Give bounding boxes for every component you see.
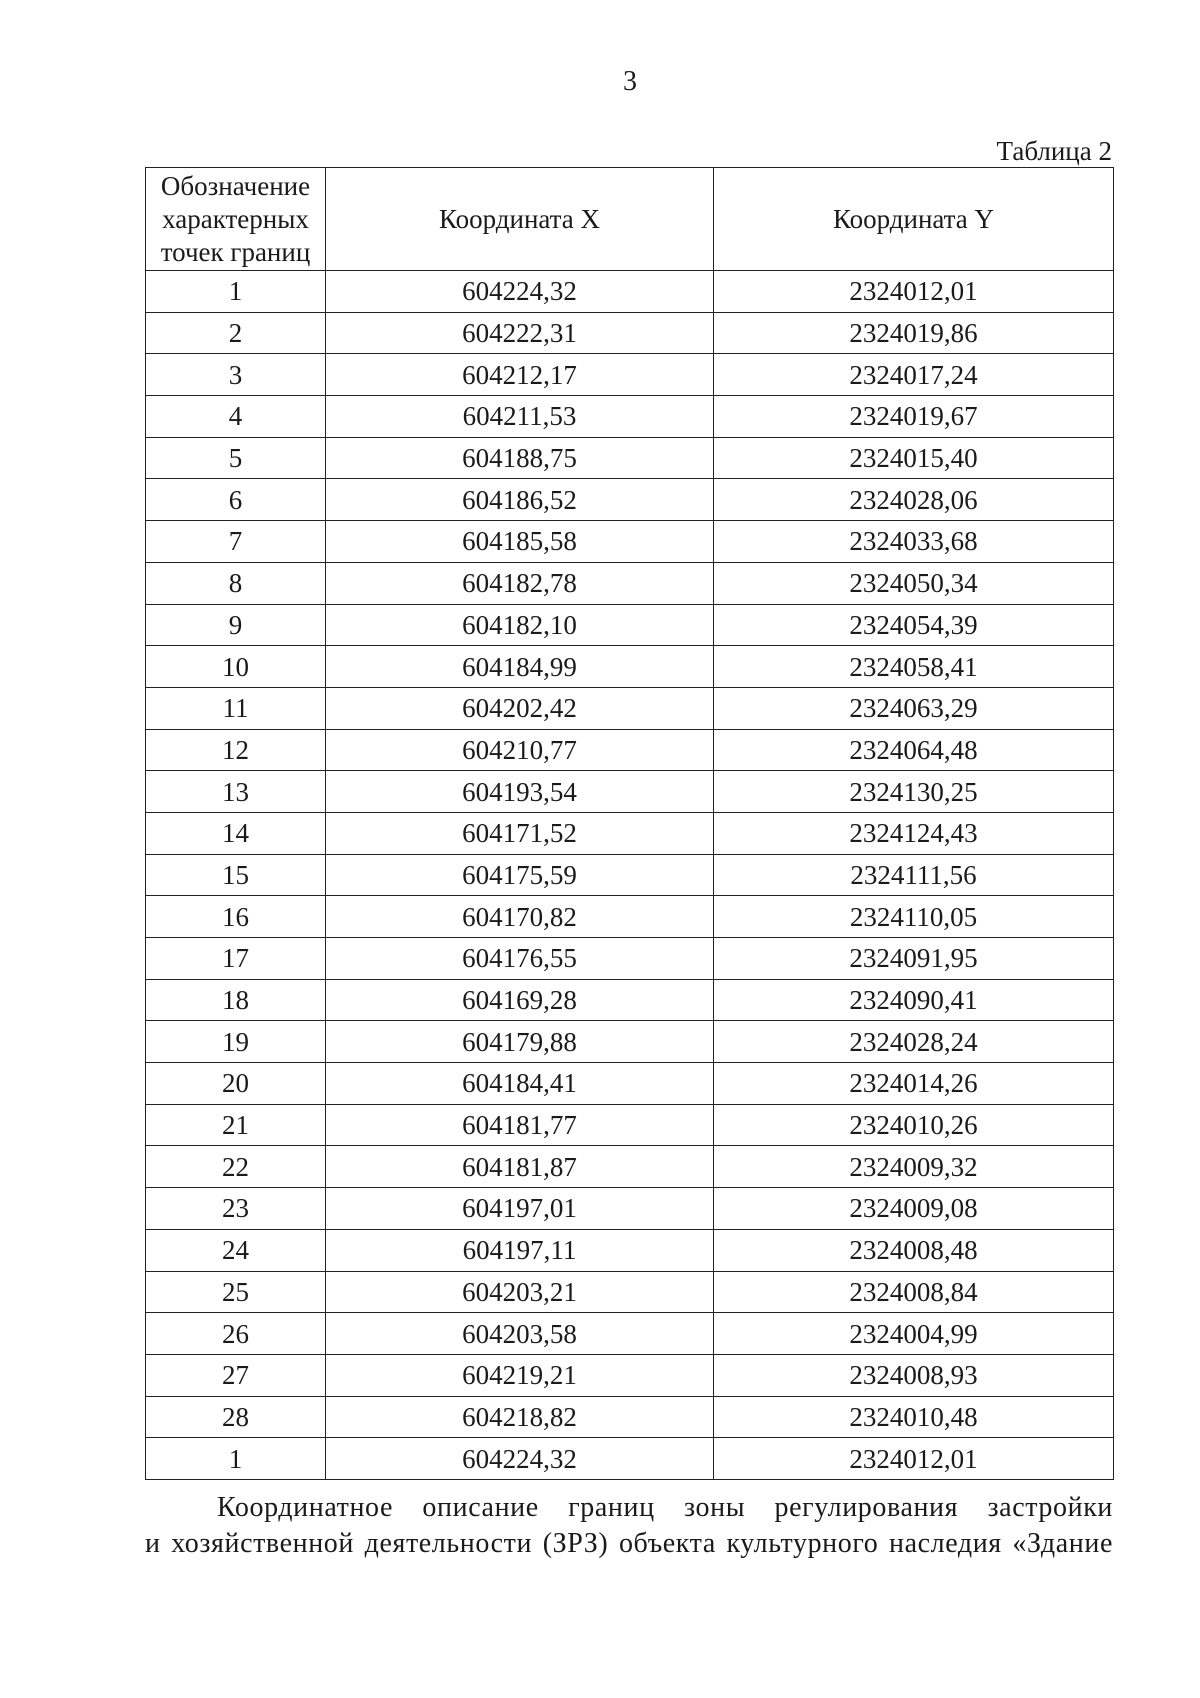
- cell-point-number: 3: [146, 354, 326, 396]
- cell-point-number: 5: [146, 437, 326, 479]
- cell-coordinate-y: 2324009,32: [714, 1146, 1114, 1188]
- cell-coordinate-y: 2324008,93: [714, 1354, 1114, 1396]
- header-coordinate-x: Координата X: [326, 168, 714, 271]
- cell-coordinate-x: 604185,58: [326, 521, 714, 563]
- table-row: [146, 562, 1114, 604]
- cell-point-number: 19: [146, 1021, 326, 1063]
- cell-coordinate-x: 604169,28: [326, 979, 714, 1021]
- table-row: [146, 1438, 1114, 1480]
- cell-point-number: 1: [146, 1438, 326, 1480]
- cell-point-number: 16: [146, 896, 326, 938]
- table-row: [146, 437, 1114, 479]
- cell-coordinate-y: 2324004,99: [714, 1313, 1114, 1355]
- table-row: [146, 354, 1114, 396]
- cell-point-number: 27: [146, 1354, 326, 1396]
- cell-point-number: 13: [146, 771, 326, 813]
- table-row: [146, 646, 1114, 688]
- cell-point-number: 26: [146, 1313, 326, 1355]
- cell-coordinate-y: 2324010,26: [714, 1104, 1114, 1146]
- table-row: [146, 1104, 1114, 1146]
- coordinates-table: [145, 167, 1114, 1480]
- cell-point-number: 10: [146, 646, 326, 688]
- cell-coordinate-y: 2324008,48: [714, 1229, 1114, 1271]
- cell-coordinate-x: 604211,53: [326, 396, 714, 438]
- cell-coordinate-y: 2324017,24: [714, 354, 1114, 396]
- cell-coordinate-x: 604182,10: [326, 604, 714, 646]
- cell-coordinate-y: 2324019,86: [714, 312, 1114, 354]
- cell-coordinate-y: 2324033,68: [714, 521, 1114, 563]
- cell-coordinate-y: 2324111,56: [714, 854, 1114, 896]
- cell-coordinate-x: 604184,41: [326, 1063, 714, 1105]
- cell-coordinate-y: 2324063,29: [714, 687, 1114, 729]
- cell-coordinate-y: 2324028,24: [714, 1021, 1114, 1063]
- cell-coordinate-y: 2324091,95: [714, 938, 1114, 980]
- cell-coordinate-x: 604224,32: [326, 1438, 714, 1480]
- cell-coordinate-y: 2324028,06: [714, 479, 1114, 521]
- footer-paragraph: [145, 1490, 1113, 1562]
- cell-point-number: 1: [146, 271, 326, 313]
- table-row: [146, 1021, 1114, 1063]
- cell-coordinate-y: 2324012,01: [714, 1438, 1114, 1480]
- table-row: [146, 854, 1114, 896]
- cell-coordinate-x: 604202,42: [326, 687, 714, 729]
- cell-point-number: 12: [146, 729, 326, 771]
- cell-point-number: 8: [146, 562, 326, 604]
- cell-coordinate-y: 2324014,26: [714, 1063, 1114, 1105]
- cell-point-number: 7: [146, 521, 326, 563]
- cell-coordinate-x: 604203,21: [326, 1271, 714, 1313]
- table-row: [146, 1188, 1114, 1230]
- table-row: [146, 979, 1114, 1021]
- table-caption: Таблица 2: [996, 136, 1112, 166]
- table-row: [146, 729, 1114, 771]
- cell-coordinate-y: 2324064,48: [714, 729, 1114, 771]
- table-header-row: [146, 168, 1114, 271]
- cell-point-number: 25: [146, 1271, 326, 1313]
- cell-point-number: 22: [146, 1146, 326, 1188]
- cell-coordinate-x: 604219,21: [326, 1354, 714, 1396]
- table-row: [146, 1229, 1114, 1271]
- cell-coordinate-x: 604210,77: [326, 729, 714, 771]
- cell-point-number: 28: [146, 1396, 326, 1438]
- table-row: [146, 1271, 1114, 1313]
- cell-point-number: 24: [146, 1229, 326, 1271]
- cell-point-number: 18: [146, 979, 326, 1021]
- cell-coordinate-y: 2324058,41: [714, 646, 1114, 688]
- cell-coordinate-y: 2324124,43: [714, 812, 1114, 854]
- page-number: 3: [623, 66, 637, 97]
- cell-coordinate-x: 604179,88: [326, 1021, 714, 1063]
- table-row: [146, 938, 1114, 980]
- cell-coordinate-x: 604188,75: [326, 437, 714, 479]
- cell-coordinate-x: 604197,11: [326, 1229, 714, 1271]
- cell-coordinate-x: 604170,82: [326, 896, 714, 938]
- cell-coordinate-y: 2324090,41: [714, 979, 1114, 1021]
- cell-coordinate-y: 2324010,48: [714, 1396, 1114, 1438]
- cell-point-number: 23: [146, 1188, 326, 1230]
- cell-point-number: 21: [146, 1104, 326, 1146]
- cell-coordinate-y: 2324009,08: [714, 1188, 1114, 1230]
- cell-coordinate-x: 604181,77: [326, 1104, 714, 1146]
- cell-coordinate-y: 2324130,25: [714, 771, 1114, 813]
- table-row: [146, 521, 1114, 563]
- table-row: [146, 1063, 1114, 1105]
- cell-point-number: 4: [146, 396, 326, 438]
- cell-coordinate-y: 2324110,05: [714, 896, 1114, 938]
- cell-point-number: 20: [146, 1063, 326, 1105]
- cell-coordinate-x: 604171,52: [326, 812, 714, 854]
- table-row: [146, 1396, 1114, 1438]
- cell-point-number: 14: [146, 812, 326, 854]
- table-row: [146, 1146, 1114, 1188]
- table-row: [146, 1313, 1114, 1355]
- table-row: [146, 1354, 1114, 1396]
- table-row: [146, 687, 1114, 729]
- table-row: [146, 312, 1114, 354]
- footer-line-2: и хозяйственной деятельности (ЗРЗ) объекта культурного наследия «Здание: [145, 1528, 1113, 1559]
- table-row: [146, 896, 1114, 938]
- cell-coordinate-y: 2324050,34: [714, 562, 1114, 604]
- cell-coordinate-y: 2324019,67: [714, 396, 1114, 438]
- cell-coordinate-x: 604186,52: [326, 479, 714, 521]
- table-row: [146, 604, 1114, 646]
- cell-coordinate-x: 604212,17: [326, 354, 714, 396]
- cell-point-number: 15: [146, 854, 326, 896]
- cell-coordinate-x: 604193,54: [326, 771, 714, 813]
- table-row: [146, 479, 1114, 521]
- cell-coordinate-x: 604184,99: [326, 646, 714, 688]
- cell-coordinate-x: 604224,32: [326, 271, 714, 313]
- cell-point-number: 11: [146, 687, 326, 729]
- cell-point-number: 6: [146, 479, 326, 521]
- cell-coordinate-x: 604222,31: [326, 312, 714, 354]
- table-row: [146, 271, 1114, 313]
- cell-point-number: 9: [146, 604, 326, 646]
- cell-coordinate-y: 2324008,84: [714, 1271, 1114, 1313]
- cell-coordinate-x: 604182,78: [326, 562, 714, 604]
- cell-coordinate-x: 604218,82: [326, 1396, 714, 1438]
- cell-point-number: 2: [146, 312, 326, 354]
- footer-line-1: Координатное описание границ зоны регулирования застройки: [217, 1492, 1113, 1523]
- cell-coordinate-x: 604181,87: [326, 1146, 714, 1188]
- cell-coordinate-y: 2324012,01: [714, 271, 1114, 313]
- cell-coordinate-x: 604203,58: [326, 1313, 714, 1355]
- cell-coordinate-x: 604197,01: [326, 1188, 714, 1230]
- cell-coordinate-y: 2324054,39: [714, 604, 1114, 646]
- table-row: [146, 771, 1114, 813]
- cell-coordinate-x: 604176,55: [326, 938, 714, 980]
- header-coordinate-y: Координата Y: [714, 168, 1114, 271]
- table-row: [146, 396, 1114, 438]
- cell-coordinate-y: 2324015,40: [714, 437, 1114, 479]
- cell-coordinate-x: 604175,59: [326, 854, 714, 896]
- cell-point-number: 17: [146, 938, 326, 980]
- header-point-designation: Обозначение характерных точек границ: [146, 168, 326, 271]
- table-row: [146, 812, 1114, 854]
